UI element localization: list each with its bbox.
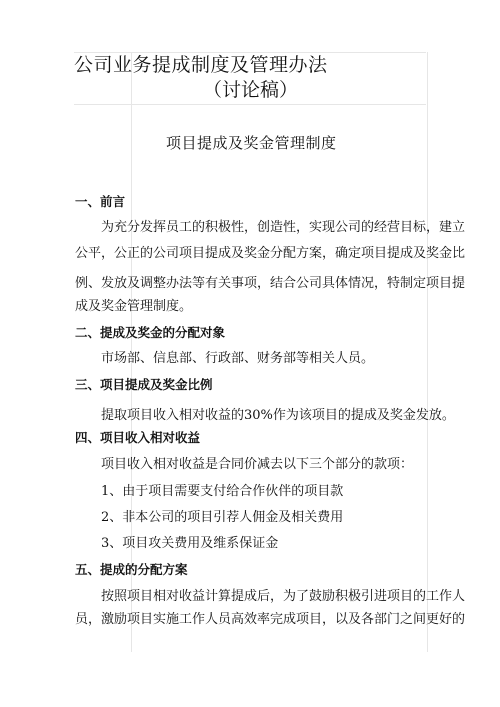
paragraph-line: 成及奖金管理制度。 bbox=[75, 299, 193, 314]
paragraph-line: 提取项目收入相对收益的30%作为该项目的提成及奖金发放。 bbox=[101, 408, 455, 423]
heading-commission-ratio: 三、项目提成及奖金比例 bbox=[75, 377, 213, 392]
heading-distribution-targets: 二、提成及奖金的分配对象 bbox=[75, 325, 226, 340]
heading-preface: 一、前言 bbox=[75, 194, 126, 209]
right-border bbox=[427, 52, 428, 652]
paragraph-line: 例、发放及调整办法等有关事项，结合公司具体情况，特制定项目提 bbox=[75, 276, 466, 291]
paragraph-line: 按照项目相对收益计算提成后，为了鼓励积极引进项目的工作人 bbox=[101, 589, 466, 604]
section-title: 项目提成及奖金管理制度 bbox=[166, 134, 337, 152]
list-item: 2、非本公司的项目引荐人佣金及相关费用 bbox=[101, 510, 344, 525]
paragraph-line: 为充分发挥员工的积极性，创造性，实现公司的经营目标，建立 bbox=[101, 220, 466, 235]
document-title: 公司业务提成制度及管理办法 bbox=[74, 54, 328, 76]
document-subtitle: （讨论稿） bbox=[203, 79, 299, 101]
paragraph-line: 市场部、信息部、行政部、财务部等相关人员。 bbox=[101, 351, 375, 366]
list-item: 1、由于项目需要支付给合作伙伴的项目款 bbox=[101, 484, 344, 499]
paragraph-line: 公平，公正的公司项目提成及奖金分配方案，确定项目提成及奖金比 bbox=[75, 246, 466, 261]
paragraph-line: 项目收入相对收益是合同价减去以下三个部分的款项： bbox=[101, 457, 414, 472]
heading-allocation-plan: 五、提成的分配方案 bbox=[75, 562, 188, 577]
paragraph-line: 员，激励项目实施工作人员高效率完成项目，以及各部门之间更好的 bbox=[75, 612, 466, 627]
list-item: 3、项目攻关费用及维系保证金 bbox=[101, 536, 279, 551]
heading-relative-income: 四、项目收入相对收益 bbox=[75, 430, 201, 445]
header-bottom-line bbox=[74, 104, 426, 105]
